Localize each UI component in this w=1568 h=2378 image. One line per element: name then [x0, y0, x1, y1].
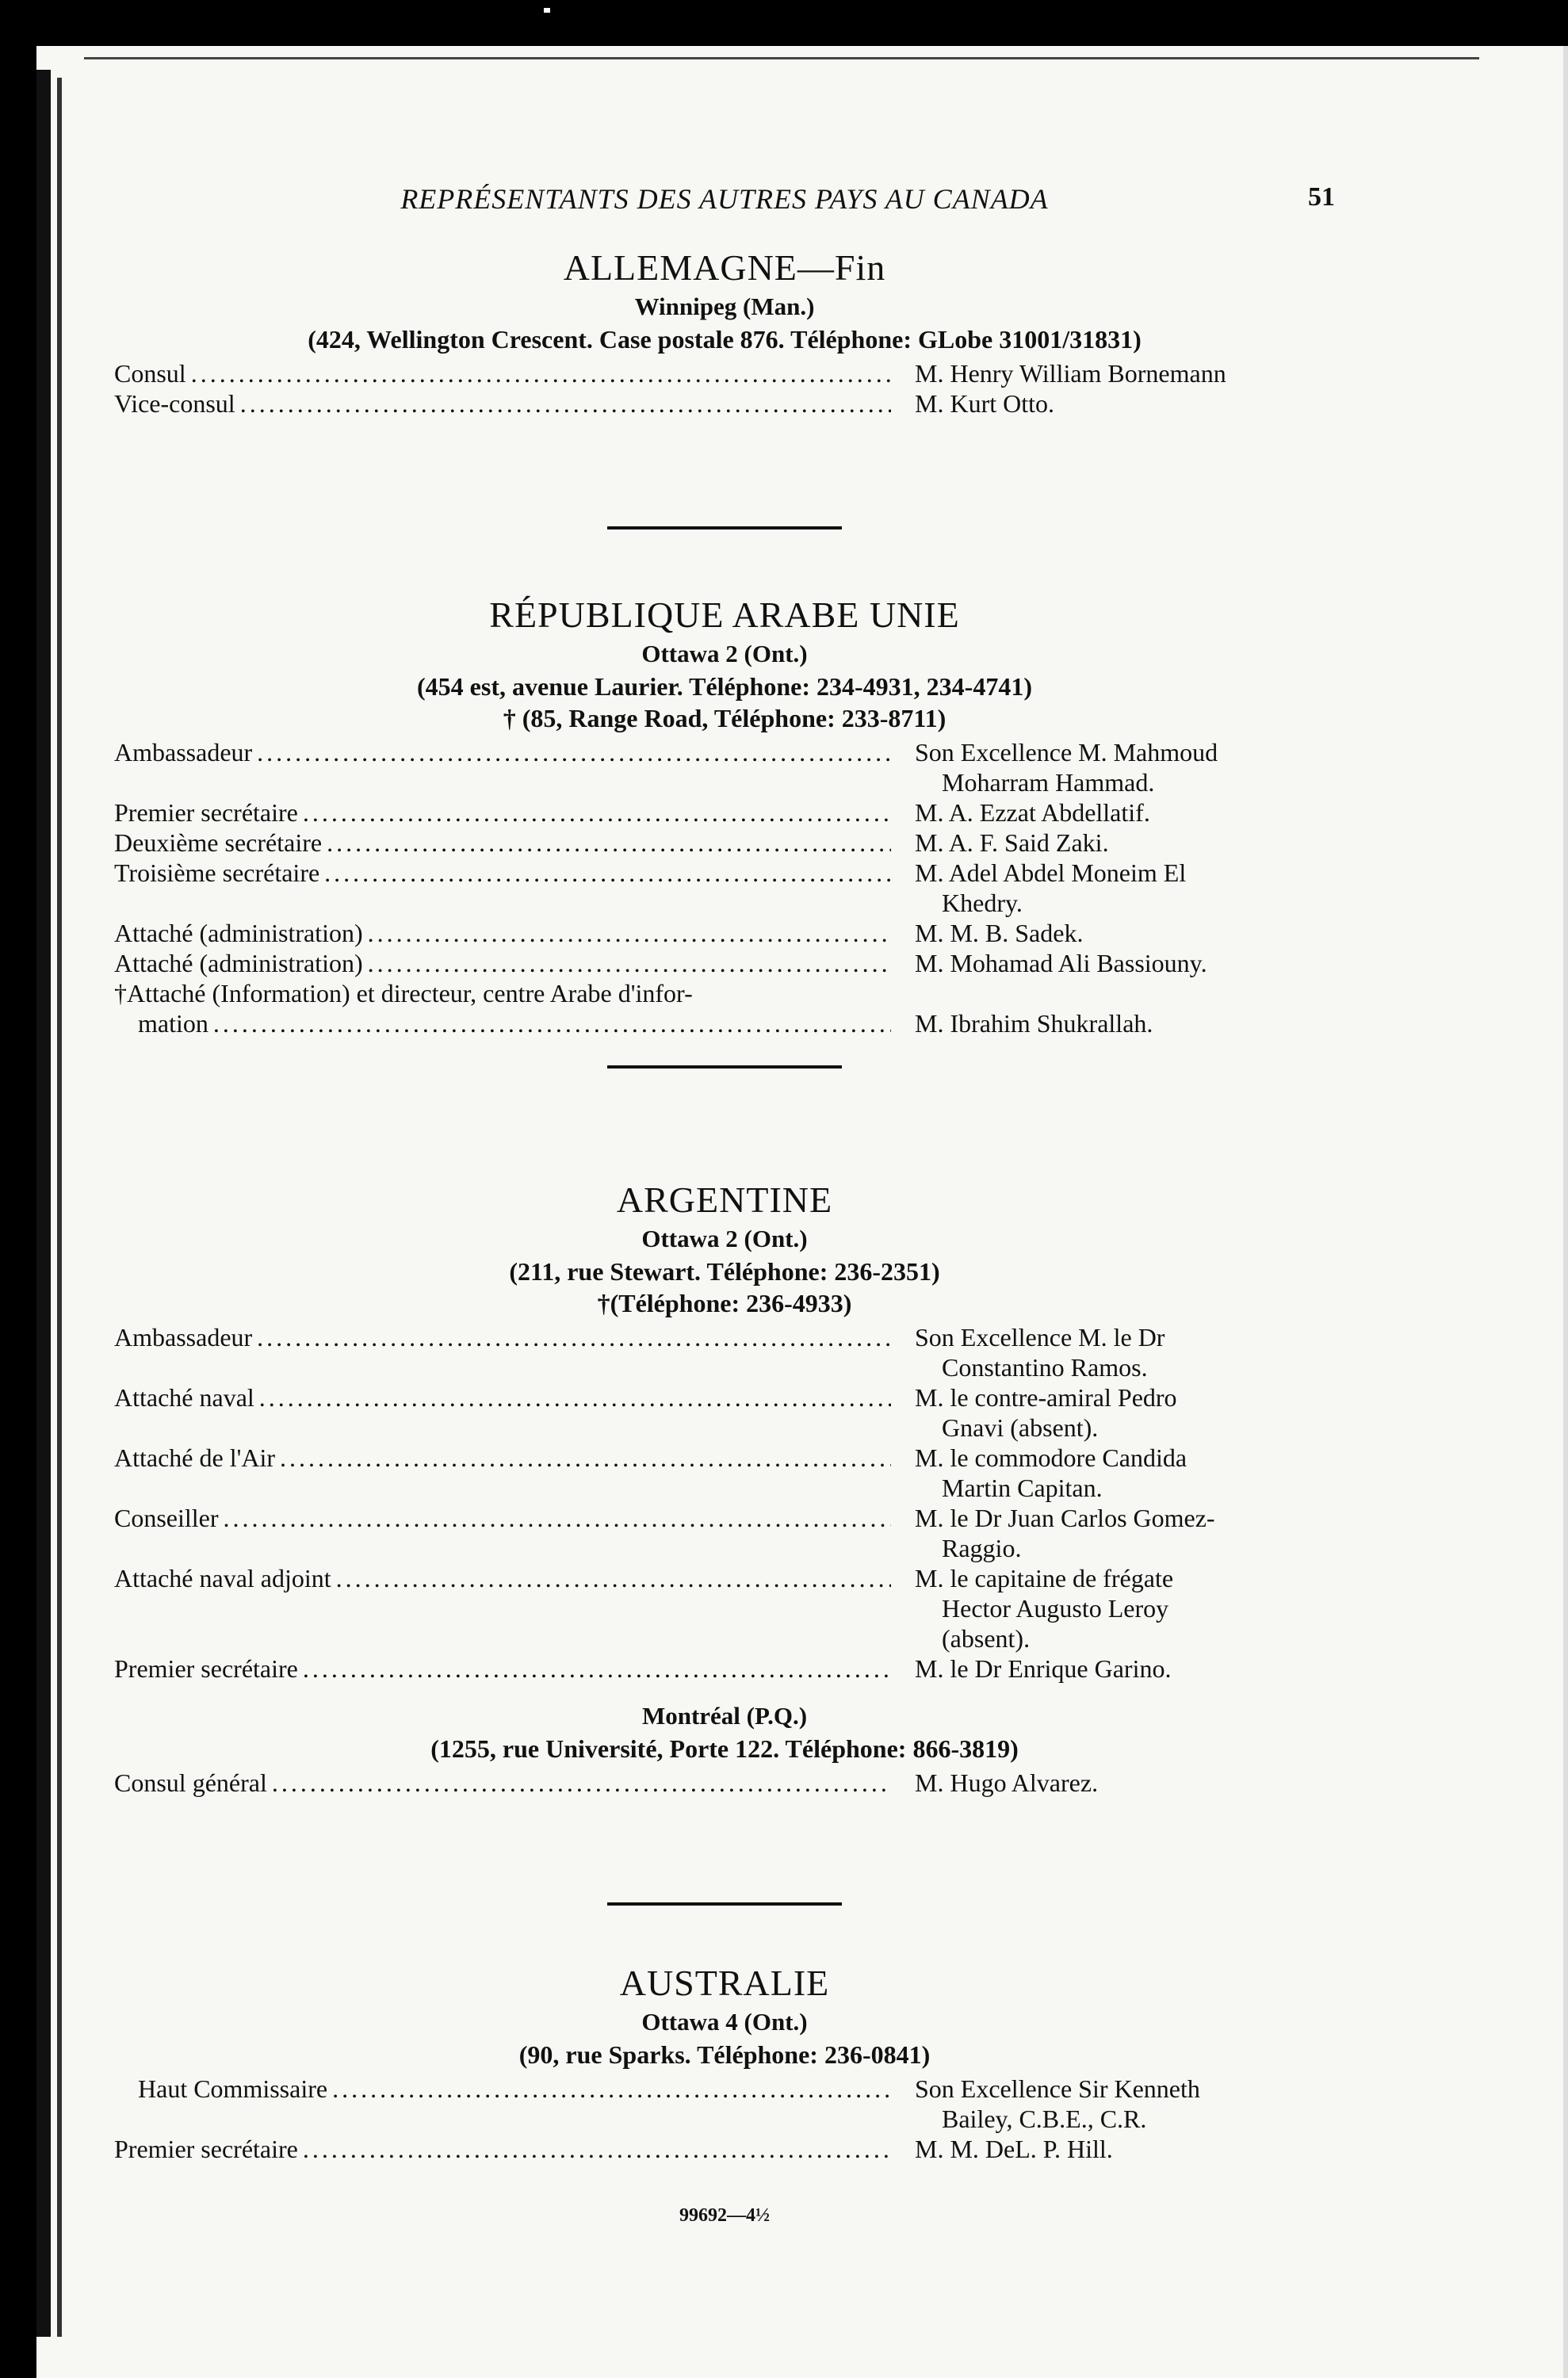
binding-edge: [36, 70, 51, 2337]
leader-dots: [257, 1322, 891, 1352]
leader-dots: [259, 1382, 891, 1413]
holder-line: M. Ibrahim Shukrallah.: [915, 1009, 1153, 1038]
leader-dots: [303, 2134, 891, 2164]
city-heading: Winnipeg (Man.): [634, 292, 815, 320]
section-divider: [607, 526, 842, 530]
address-line: (90, rue Sparks. Téléphone: 236-0841): [518, 2040, 931, 2069]
role-label-cont: mation: [138, 1009, 208, 1038]
role-label: Attaché de l'Air: [114, 1443, 276, 1472]
entry-row: [114, 948, 1335, 978]
leader-dots: [368, 918, 891, 948]
holder-line: Son Excellence M. le Dr: [915, 1323, 1165, 1351]
entries: [114, 737, 1335, 1038]
role-label: Attaché naval adjoint: [114, 1564, 331, 1592]
city-heading: Ottawa 2 (Ont.): [641, 1225, 808, 1252]
entry-row: [114, 978, 1335, 1038]
section-divider: [607, 1065, 842, 1069]
holder-name: [891, 1563, 1335, 1654]
document-page: [36, 46, 1568, 2378]
country-heading: RÉPUBLIQUE ARABE UNIE: [489, 594, 960, 635]
entry-row: [114, 1768, 1335, 1798]
entry-row: [114, 1382, 1335, 1443]
holder-name: [891, 1382, 1335, 1443]
role-label: Troisième secrétaire: [114, 858, 320, 887]
role-label: Vice-consul: [114, 389, 235, 418]
entry-row: [114, 358, 1335, 388]
holder-line: M. le contre-amiral Pedro: [915, 1383, 1177, 1412]
page-right-edge: [1563, 46, 1568, 2378]
section-allemagne: [114, 246, 1335, 419]
address-line: (211, rue Stewart. Téléphone: 236-2351): [509, 1257, 940, 1286]
scan-top-border: [0, 0, 1568, 49]
printer-signature: 99692—4½: [679, 2205, 770, 2226]
entry-row: [114, 2074, 1335, 2134]
section-republique-arabe-unie: [114, 593, 1335, 1038]
holder-name: [891, 1503, 1335, 1563]
entry-row: [114, 2134, 1335, 2164]
holder-line-2: Martin Capitan.: [942, 1474, 1103, 1502]
address-line-secondary: †(Téléphone: 236-4933): [597, 1289, 852, 1317]
holder-line: M. Henry William Bornemann: [915, 359, 1226, 388]
role-label: Conseiller: [114, 1504, 219, 1532]
leader-dots: [272, 1768, 891, 1798]
city-heading: Ottawa 2 (Ont.): [641, 640, 808, 667]
entry-row: [114, 1654, 1335, 1684]
holder-line-2: Gnavi (absent).: [942, 1413, 1099, 1442]
leader-dots: [303, 797, 891, 828]
role-label: Consul général: [114, 1768, 267, 1797]
section-argentine: [114, 1178, 1335, 1798]
role-label: Premier secrétaire: [114, 2135, 298, 2163]
holder-line: Son Excellence M. Mahmoud: [915, 738, 1218, 767]
holder-line-2: Bailey, C.B.E., C.R.: [942, 2105, 1147, 2133]
entry-row: [114, 797, 1335, 828]
holder-name: [891, 388, 1335, 419]
holder-name: [891, 828, 1335, 858]
holder-name: [891, 2134, 1335, 2164]
entry-row: [114, 828, 1335, 858]
address-line: (424, Wellington Crescent. Case postale 876. Téléphone: GLobe 31001/31831): [308, 325, 1142, 354]
holder-name: [891, 948, 1335, 978]
role-label: Deuxième secrétaire: [114, 828, 323, 857]
leader-dots: [336, 1563, 891, 1593]
holder-name: [891, 918, 1335, 948]
role-label: Ambassadeur: [114, 1323, 253, 1351]
holder-name: [891, 858, 1335, 918]
role-label: Premier secrétaire: [114, 1654, 298, 1683]
page-top-edge: [84, 57, 1479, 59]
running-head-title: REPRÉSENTANTS DES AUTRES PAYS AU CANADA: [400, 183, 1049, 215]
holder-line: M. le commodore Candida: [915, 1443, 1187, 1472]
section-divider: [607, 1902, 842, 1906]
role-label: Attaché (administration): [114, 949, 363, 977]
entry-row: [114, 858, 1335, 918]
address-line: (454 est, avenue Laurier. Téléphone: 234-4931, 234-4741): [417, 672, 1032, 701]
holder-line: M. Kurt Otto.: [915, 389, 1054, 418]
role-label: Consul: [114, 359, 186, 388]
holder-name: [891, 1443, 1335, 1503]
leader-dots: [224, 1503, 891, 1533]
entry-row: [114, 1563, 1335, 1654]
leader-dots: [257, 737, 891, 767]
holder-line: M. Mohamad Ali Bassiouny.: [915, 949, 1207, 977]
leader-dots: [213, 1008, 891, 1038]
country-heading: [114, 246, 1335, 290]
holder-line: M. Adel Abdel Moneim El: [915, 858, 1187, 887]
holder-line-2: Moharram Hammad.: [942, 768, 1155, 797]
entry-row: [114, 388, 1335, 419]
holder-name: [891, 737, 1335, 797]
entries: [114, 1322, 1335, 1684]
role-label: †Attaché (Information) et directeur, centre Arabe d'infor-: [114, 979, 693, 1007]
entry-row: [114, 1322, 1335, 1382]
country-name: ALLEMAGNE—Fin: [563, 247, 886, 288]
role-label: Attaché naval: [114, 1383, 254, 1412]
holder-name: [891, 1322, 1335, 1382]
holder-line: M. le Dr Enrique Garino.: [915, 1654, 1172, 1683]
leader-dots: [368, 948, 891, 978]
entries-montreal: [114, 1768, 1335, 1798]
city-heading-montreal: Montréal (P.Q.): [641, 1702, 808, 1730]
role-label: Ambassadeur: [114, 738, 253, 767]
holder-name: [891, 978, 1335, 1038]
holder-line: M. M. B. Sadek.: [915, 919, 1084, 947]
leader-dots: [280, 1443, 891, 1473]
section-australie: [114, 1961, 1335, 2164]
entry-row: [114, 737, 1335, 797]
role-label: Premier secrétaire: [114, 798, 298, 827]
leader-dots: [332, 2074, 891, 2104]
page-number: 51: [1308, 182, 1335, 212]
binding-edge-inner: [57, 78, 62, 2337]
holder-line-3: (absent).: [942, 1624, 1031, 1653]
leader-dots: [191, 358, 891, 388]
role-label: Attaché (administration): [114, 919, 363, 947]
country-heading: AUSTRALIE: [619, 1963, 830, 2003]
holder-line-2: Raggio.: [942, 1534, 1022, 1562]
role-label: Haut Commissaire: [138, 2074, 328, 2103]
holder-line: M. Hugo Alvarez.: [915, 1768, 1099, 1797]
holder-line: M. A. Ezzat Abdellatif.: [915, 798, 1150, 827]
address-line-secondary: † (85, Range Road, Téléphone: 233-8711): [503, 704, 947, 732]
country-heading: ARGENTINE: [616, 1179, 833, 1220]
holder-name: [891, 797, 1335, 828]
holder-line: M. M. DeL. P. Hill.: [915, 2135, 1113, 2163]
holder-name: [891, 358, 1335, 388]
city-heading: Ottawa 4 (Ont.): [641, 2008, 808, 2036]
entries: [114, 358, 1335, 419]
entries: [114, 2074, 1335, 2164]
holder-line-2: Khedry.: [942, 889, 1023, 917]
holder-line-2: Constantino Ramos.: [942, 1353, 1148, 1382]
holder-line: M. le capitaine de frégate: [915, 1564, 1174, 1592]
holder-name: [891, 2074, 1335, 2134]
scan-mark: [544, 8, 550, 13]
holder-line-2: Hector Augusto Leroy: [942, 1594, 1169, 1623]
holder-name: [891, 1654, 1335, 1684]
leader-dots: [327, 828, 891, 858]
holder-line: M. le Dr Juan Carlos Gomez-: [915, 1504, 1215, 1532]
leader-dots: [324, 858, 891, 888]
entry-row: [114, 1443, 1335, 1503]
holder-name: [891, 1768, 1335, 1798]
holder-line: Son Excellence Sir Kenneth: [915, 2074, 1200, 2103]
holder-line: M. A. F. Said Zaki.: [915, 828, 1109, 857]
address-line-montreal: (1255, rue Université, Porte 122. Téléphone: 866-3819): [430, 1734, 1019, 1763]
entry-row: [114, 918, 1335, 948]
entry-row: [114, 1503, 1335, 1563]
leader-dots: [240, 388, 891, 419]
running-head: [114, 182, 1335, 214]
leader-dots: [303, 1654, 891, 1684]
